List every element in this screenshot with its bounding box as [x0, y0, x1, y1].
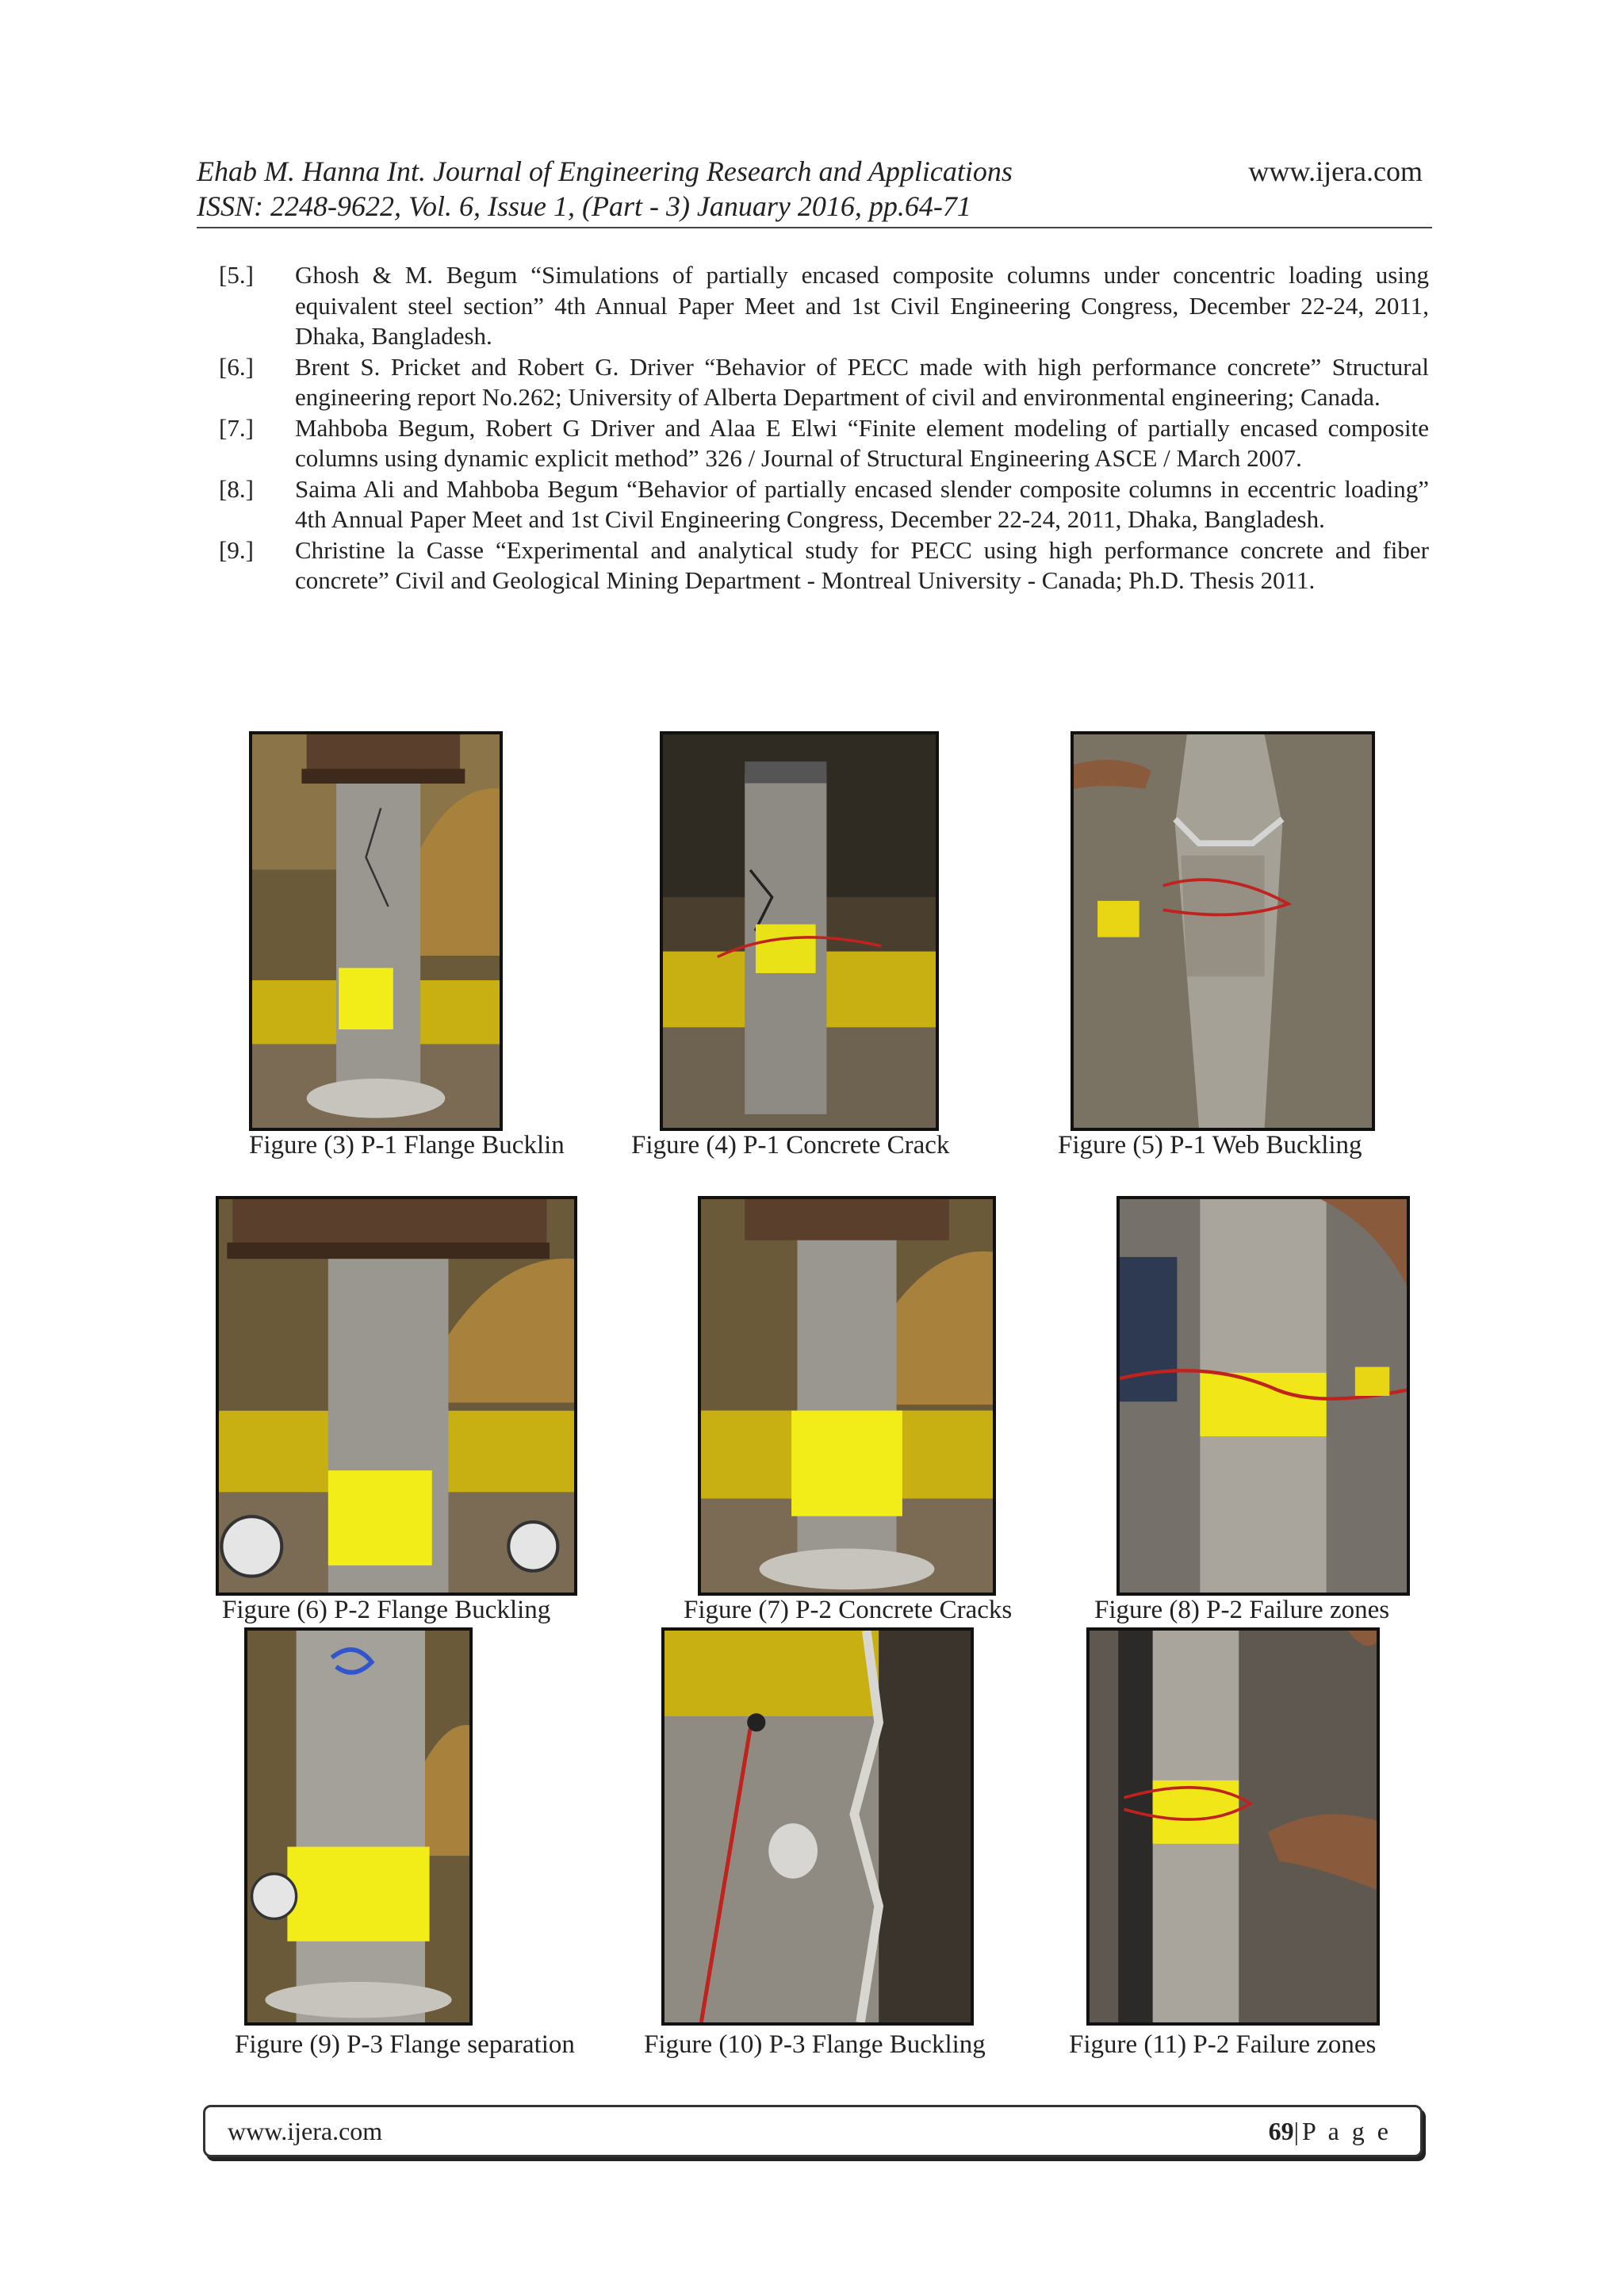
figure-7-photo [698, 1196, 996, 1596]
figure-10-caption: Figure (10) P-3 Flange Buckling [644, 2030, 986, 2059]
page-number-label [1269, 2117, 1392, 2146]
figure-11-caption: Figure (11) P-2 Failure zones [1069, 2030, 1377, 2059]
footer-website[interactable]: www.ijera.com [228, 2117, 383, 2145]
reference-item [219, 474, 1429, 535]
reference-text: Saima Ali and Mahboba Begum “Behavior of partially encased slender composite columns in eccentric loading” 4th Annual Paper Meet and 1st Civil Engineering Congress, December 22-24, 2011, Dhaka, Bangladesh. [295, 474, 1429, 533]
figure-4-photo [660, 731, 939, 1131]
reference-text: Mahboba Begum, Robert G Driver and Alaa E Elwi “Finite element modeling of partially encased composite columns using dynamic explicit method” 326 / Journal of Structural Engineering ASCE / March 2007. [295, 413, 1429, 472]
issn-line: ISSN: 2248-9622, Vol. 6, Issue 1, (Part - 3) January 2016, pp.64-71 [197, 190, 971, 222]
figure-9-caption: Figure (9) P-3 Flange separation [235, 2030, 575, 2059]
figure-4-caption: Figure (4) P-1 Concrete Crack [631, 1131, 950, 1159]
reference-text: Brent S. Pricket and Robert G. Driver “Behavior of PECC made with high performance concrete” Structural engineering report No.262; University of Alberta Department of civil and environmental engineering; Canada. [295, 352, 1429, 411]
reference-number: [8.] [219, 474, 254, 503]
reference-number: [5.] [219, 261, 254, 289]
figure-11-photo [1086, 1627, 1380, 2026]
reference-number: [9.] [219, 535, 254, 564]
reference-text: Christine la Casse “Experimental and analytical study for PECC using high performance concrete and fiber concrete” Civil and Geological Mining Department - Montreal University - Canada; Ph.D. Thesis 2011. [295, 535, 1429, 594]
figure-8-caption: Figure (8) P-2 Failure zones [1094, 1596, 1390, 1624]
reference-text: Ghosh & M. Begum “Simulations of partially encased composite columns under concentric loading using equivalent steel section” 4th Annual Paper Meet and 1st Civil Engineering Congress, December 22-24, 2011, Dhaka, Bangladesh. [295, 261, 1429, 350]
figure-10-photo [661, 1627, 974, 2026]
page-label: |P a g e [1293, 2117, 1392, 2145]
figure-7-caption: Figure (7) P-2 Concrete Cracks [684, 1596, 1013, 1624]
figure-9-photo [244, 1627, 473, 2026]
running-header [197, 154, 1013, 224]
header-website[interactable]: www.ijera.com [1248, 155, 1423, 187]
figure-3-caption: Figure (3) P-1 Flange Bucklin [249, 1131, 565, 1159]
figure-3-photo [249, 731, 503, 1131]
reference-item [219, 260, 1429, 352]
reference-item [219, 535, 1429, 596]
figure-6-caption: Figure (6) P-2 Flange Buckling [222, 1596, 551, 1624]
reference-item [219, 413, 1429, 474]
reference-list [219, 260, 1429, 596]
journal-title-line: Ehab M. Hanna Int. Journal of Engineering Research and Applications [197, 155, 1013, 187]
page-footer [203, 2105, 1423, 2157]
reference-number: [7.] [219, 413, 254, 442]
figure-5-photo [1071, 731, 1375, 1131]
figure-6-photo [216, 1196, 577, 1596]
figure-5-caption: Figure (5) P-1 Web Buckling [1058, 1131, 1362, 1159]
header-divider [197, 227, 1432, 228]
reference-item [219, 352, 1429, 413]
reference-number: [6.] [219, 352, 254, 381]
page-number: 69 [1268, 2117, 1294, 2145]
figure-8-photo [1116, 1196, 1410, 1596]
